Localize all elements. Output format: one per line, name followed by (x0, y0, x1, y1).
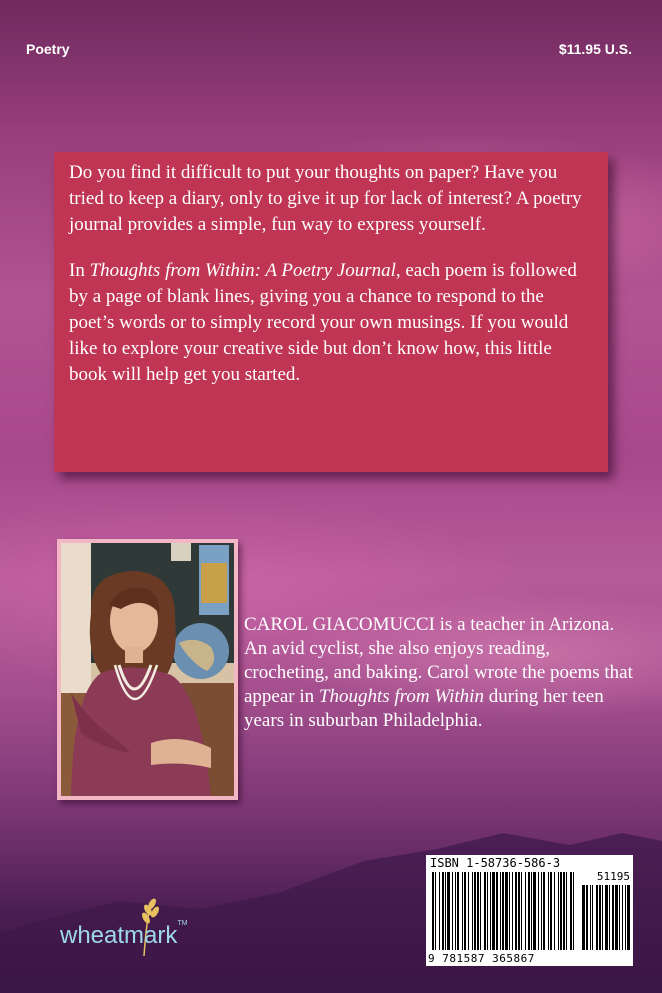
blurb-p2-rest: , each poem is followed by a page of blank lines, giving you a chance to respond to the poet’s words or to simply record your own musings. If you would like to explore your creative side but don’t know how, this little book will help get you started. (69, 260, 577, 385)
bio-text-1: CAROL GIACOMUCCI is a teacher in Arizona. An avid cyclist, she also enjoys reading, crocheting, and baking. Carol wrote the poems that appear in (244, 614, 633, 707)
ean-digits: 9 781587 365867 (428, 952, 535, 965)
bio-book-title: Thoughts from Within (318, 686, 484, 707)
blurb-p2-intro: In (69, 260, 90, 281)
book-title: Thoughts from Within: A Poetry Journal (89, 260, 396, 281)
trademark-mark: TM (177, 920, 188, 927)
publisher-name-right: mark (124, 922, 178, 949)
author-portrait-illustration (61, 543, 234, 796)
genre-label: Poetry (26, 41, 70, 57)
price-label: $11.95 U.S. (558, 41, 632, 57)
blurb-paragraph-1: Do you find it difficult to put your thoughts on paper? Have you tried to keep a diary, only to give it up for lack of interest? A poetry journal provides a simple, fun way to express yourself. (69, 162, 582, 235)
author-photo-frame (57, 539, 238, 800)
barcode-label (426, 855, 633, 966)
bio-text-2: during her teen years in suburban Philadelphia. (244, 686, 604, 731)
addon-digits: 51195 (596, 870, 630, 883)
author-bio (244, 613, 634, 733)
author-photo (61, 543, 234, 796)
barcode-bars (426, 855, 633, 966)
isbn-text: ISBN 1-58736-586-3 (430, 856, 561, 870)
blurb-box (54, 152, 608, 472)
blurb-paragraph-2 (69, 258, 592, 388)
publisher-logo (60, 896, 210, 966)
publisher-name (60, 922, 188, 950)
publisher-name-left: wheat (60, 922, 125, 949)
